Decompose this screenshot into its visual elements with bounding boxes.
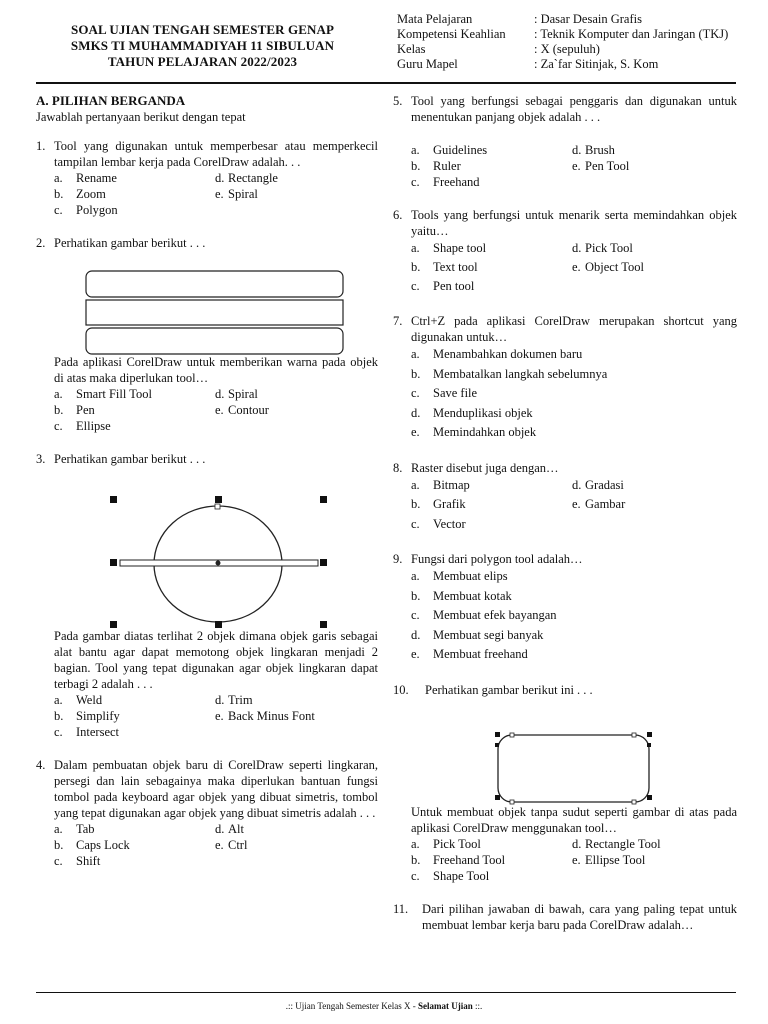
option-text: Pen Tool bbox=[585, 159, 630, 173]
option-letter: d. bbox=[411, 405, 421, 420]
option-text: Bitmap bbox=[433, 477, 470, 492]
option-text: Brush bbox=[585, 143, 615, 157]
option-letter: e. bbox=[215, 403, 224, 417]
option-letter: b. bbox=[411, 497, 421, 511]
question-number: 7. bbox=[393, 314, 403, 328]
option-text: Menambahkan dokumen baru bbox=[433, 347, 583, 361]
option-text: Pick Tool bbox=[585, 241, 633, 255]
option-letter: b. bbox=[411, 852, 421, 867]
option-text: Smart Fill Tool bbox=[76, 387, 152, 401]
option-letter: c. bbox=[54, 854, 63, 868]
question-number: 3. bbox=[36, 452, 46, 466]
option-text: Shape tool bbox=[433, 241, 487, 255]
options bbox=[393, 836, 737, 884]
option-letter: d. bbox=[572, 477, 582, 492]
option-text: Gambar bbox=[585, 497, 626, 511]
option-letter: b. bbox=[411, 260, 421, 274]
question-8 bbox=[393, 460, 737, 535]
option-text: Guidelines bbox=[433, 143, 488, 157]
footer-bold: Selamat Ujian bbox=[417, 1001, 473, 1011]
option-text: Shift bbox=[76, 854, 101, 868]
option-letter: b. bbox=[411, 588, 421, 603]
option-letter: c. bbox=[54, 725, 63, 739]
info-value: : Teknik Komputer dan Jaringan (TKJ) bbox=[534, 27, 729, 41]
option-text: Membuat kotak bbox=[433, 588, 512, 603]
option-text: Spiral bbox=[228, 187, 258, 201]
question-6 bbox=[393, 207, 737, 296]
option-text: Gradasi bbox=[585, 477, 624, 492]
info-value: : X (sepuluh) bbox=[534, 42, 600, 56]
option-letter: a. bbox=[411, 836, 420, 851]
question-number: 1. bbox=[36, 139, 46, 153]
question-text: Fungsi dari polygon tool adalah… bbox=[411, 552, 583, 566]
option-text: Polygon bbox=[76, 203, 118, 217]
school-year: TAHUN PELAJARAN 2022/2023 bbox=[107, 54, 298, 69]
option-text: Save file bbox=[433, 386, 478, 400]
option-text: Shape Tool bbox=[433, 868, 490, 883]
options bbox=[393, 239, 737, 296]
option-text: Pen tool bbox=[433, 279, 475, 293]
question-5 bbox=[393, 93, 737, 190]
option-text: Intersect bbox=[76, 725, 120, 739]
option-letter: a. bbox=[54, 693, 63, 707]
option-letter: c. bbox=[411, 279, 420, 293]
option-letter: d. bbox=[572, 143, 582, 157]
option-letter: c. bbox=[411, 386, 420, 400]
option-text: Menduplikasi objek bbox=[433, 405, 533, 420]
header-divider bbox=[36, 82, 736, 84]
option-letter: d. bbox=[215, 693, 225, 707]
footer-divider bbox=[36, 992, 736, 993]
option-letter: e. bbox=[572, 260, 581, 274]
question-text: Tool yang digunakan untuk memperbesar atau memperkecil tampilan lembar kerja pada CorelDraw adalah. . . bbox=[54, 139, 378, 169]
question-text: Perhatikan gambar berikut ini . . . bbox=[425, 682, 593, 697]
school-header bbox=[30, 22, 375, 70]
question-text: Ctrl+Z pada aplikasi CorelDraw merupakan shortcut yang digunakan untuk… bbox=[411, 314, 737, 344]
option-letter: d. bbox=[572, 836, 582, 851]
option-letter: e. bbox=[215, 187, 224, 201]
option-letter: e. bbox=[215, 709, 224, 723]
option-letter: a. bbox=[411, 347, 420, 361]
footer-suffix: ::. bbox=[472, 1001, 483, 1011]
left-column bbox=[36, 93, 378, 869]
option-text: Weld bbox=[76, 693, 103, 707]
option-text: Membuat freehand bbox=[433, 647, 528, 661]
options bbox=[36, 821, 378, 869]
option-text: Vector bbox=[433, 516, 466, 531]
info-label: Mata Pelajaran bbox=[397, 12, 473, 26]
option-text: Rectangle Tool bbox=[585, 836, 661, 851]
option-text: Ruler bbox=[433, 159, 461, 173]
info-label: Kompetensi Keahlian bbox=[397, 27, 506, 41]
option-letter: a. bbox=[411, 477, 420, 492]
option-letter: e. bbox=[572, 497, 581, 511]
question-number: 10. bbox=[393, 682, 409, 697]
option-text: Rename bbox=[76, 171, 117, 185]
option-letter: a. bbox=[411, 241, 420, 255]
info-label: Kelas bbox=[397, 42, 426, 56]
question-text: Tool yang berfungsi sebagai penggaris dan digunakan untuk menentukan panjang objek adalah . . . bbox=[411, 94, 737, 124]
option-letter: b. bbox=[411, 159, 421, 173]
option-text: Membatalkan langkah sebelumnya bbox=[433, 366, 608, 381]
option-letter: b. bbox=[54, 838, 64, 852]
option-text: Zoom bbox=[76, 187, 106, 201]
option-text: Membuat elips bbox=[433, 569, 508, 583]
exam-title: SOAL UJIAN TENGAH SEMESTER GENAP bbox=[70, 22, 334, 37]
option-text: Freehand bbox=[433, 175, 480, 189]
option-text: Spiral bbox=[228, 387, 258, 401]
option-text: Ellipse bbox=[76, 419, 111, 433]
question-text: Perhatikan gambar berikut . . . bbox=[54, 452, 206, 466]
question-1 bbox=[36, 138, 378, 218]
question-number: 4. bbox=[36, 758, 46, 772]
option-text: Rectangle bbox=[228, 171, 278, 185]
option-text: Memindahkan objek bbox=[433, 425, 537, 439]
question-text: Dari pilihan jawaban di bawah, cara yang paling tepat untuk membuat lembar kerja baru pada CorelDraw adalah… bbox=[422, 901, 737, 932]
option-letter: c. bbox=[411, 608, 420, 622]
option-letter: b. bbox=[54, 187, 64, 201]
options bbox=[36, 386, 378, 434]
question-number: 11. bbox=[393, 901, 409, 916]
question-text: Raster disebut juga dengan… bbox=[411, 460, 559, 475]
question-text: Perhatikan gambar berikut . . . bbox=[54, 236, 206, 250]
school-name: SMKS TI MUHAMMADIYAH 11 SIBULUAN bbox=[70, 38, 335, 53]
option-text: Alt bbox=[228, 822, 244, 836]
option-letter: b. bbox=[411, 366, 421, 381]
option-text: Object Tool bbox=[585, 260, 644, 274]
page-footer bbox=[0, 1001, 768, 1011]
info-label: Guru Mapel bbox=[397, 57, 458, 71]
option-letter: c. bbox=[54, 203, 63, 217]
question-number: 5. bbox=[393, 94, 403, 108]
option-text: Caps Lock bbox=[76, 838, 130, 852]
option-letter: a. bbox=[411, 569, 420, 583]
info-value: : Dasar Desain Grafis bbox=[534, 12, 642, 26]
options bbox=[393, 142, 737, 190]
option-letter: d. bbox=[572, 241, 582, 255]
option-letter: d. bbox=[411, 627, 421, 642]
option-letter: d. bbox=[215, 171, 225, 185]
option-text: Freehand Tool bbox=[433, 852, 506, 867]
option-letter: c. bbox=[411, 175, 420, 189]
option-text: Simplify bbox=[76, 709, 120, 723]
options bbox=[393, 476, 737, 535]
option-letter: d. bbox=[215, 822, 225, 836]
option-text: Back Minus Font bbox=[228, 709, 315, 723]
option-text: Pick Tool bbox=[433, 836, 481, 851]
question-text-2: Pada gambar diatas terlihat 2 objek dimana objek garis sebagai alat bantu agar dapat memotong objek lingkaran menjadi 2 bagian. Tool yang tepat digunakan agar objek lingkaran dapat terbagi 2 adalah . . . bbox=[54, 629, 378, 691]
info-value: : Za`far Sitinjak, S. Kom bbox=[534, 57, 659, 71]
option-text: Text tool bbox=[433, 260, 478, 274]
option-letter: d. bbox=[215, 387, 225, 401]
options bbox=[36, 692, 378, 740]
option-letter: b. bbox=[54, 403, 64, 417]
question-7 bbox=[393, 313, 737, 443]
option-letter: e. bbox=[411, 647, 420, 661]
option-letter: e. bbox=[572, 159, 581, 173]
question-number: 6. bbox=[393, 208, 403, 222]
option-text: Contour bbox=[228, 403, 269, 417]
question-text: Dalam pembuatan objek baru di CorelDraw seperti lingkaran, persegi dan lain sebagainya maka diperlukan bantuan fungsi tombol pada keyboard agar objek yang dibuat simetris, tombol yang tepat digunakan agar objek yang dibuat simetris adalah . . . bbox=[54, 758, 378, 820]
footer-prefix: .:: Ujian Tengah Semester Kelas X - bbox=[285, 1001, 418, 1011]
option-text: Ctrl bbox=[228, 838, 248, 852]
option-text: Membuat efek bayangan bbox=[433, 608, 557, 622]
circle-line-figure bbox=[106, 492, 330, 632]
option-letter: e. bbox=[215, 838, 224, 852]
option-letter: c. bbox=[411, 516, 420, 531]
options bbox=[393, 345, 737, 443]
option-letter: a. bbox=[54, 171, 63, 185]
question-number: 8. bbox=[393, 460, 403, 475]
exam-info bbox=[397, 12, 728, 72]
option-text: Grafik bbox=[433, 497, 466, 511]
section-instruction: Jawablah pertanyaan berikut dengan tepat bbox=[36, 110, 246, 124]
option-text: Pen bbox=[76, 403, 95, 417]
option-text: Membuat segi banyak bbox=[433, 627, 544, 642]
option-letter: e. bbox=[572, 852, 581, 867]
option-letter: c. bbox=[54, 419, 63, 433]
options bbox=[36, 170, 378, 218]
option-letter: b. bbox=[54, 709, 64, 723]
question-11 bbox=[393, 901, 737, 933]
question-number: 9. bbox=[393, 552, 403, 566]
question-9 bbox=[393, 551, 737, 665]
option-letter: e. bbox=[411, 425, 420, 439]
question-4 bbox=[36, 757, 378, 869]
option-letter: a. bbox=[54, 822, 63, 836]
question-number: 2. bbox=[36, 236, 46, 250]
option-letter: a. bbox=[411, 143, 420, 157]
question-text-2: Untuk membuat objek tanpa sudut seperti gambar di atas pada aplikasi CorelDraw menggunakan tool… bbox=[411, 804, 737, 835]
question-text: Tools yang berfungsi untuk menarik serta memindahkan objek yaitu… bbox=[411, 208, 737, 238]
option-text: Trim bbox=[228, 693, 253, 707]
option-letter: a. bbox=[54, 387, 63, 401]
option-text: Tab bbox=[76, 822, 95, 836]
option-letter: c. bbox=[411, 868, 420, 883]
option-text: Ellipse Tool bbox=[585, 852, 646, 867]
stacked-bars-figure bbox=[85, 270, 345, 356]
rounded-rectangle-figure bbox=[492, 729, 656, 809]
question-text-2: Pada aplikasi CorelDraw untuk memberikan warna pada objek di atas maka diperlukan tool… bbox=[54, 355, 378, 385]
options bbox=[393, 567, 737, 665]
section-title: A. PILIHAN BERGANDA bbox=[36, 93, 186, 108]
